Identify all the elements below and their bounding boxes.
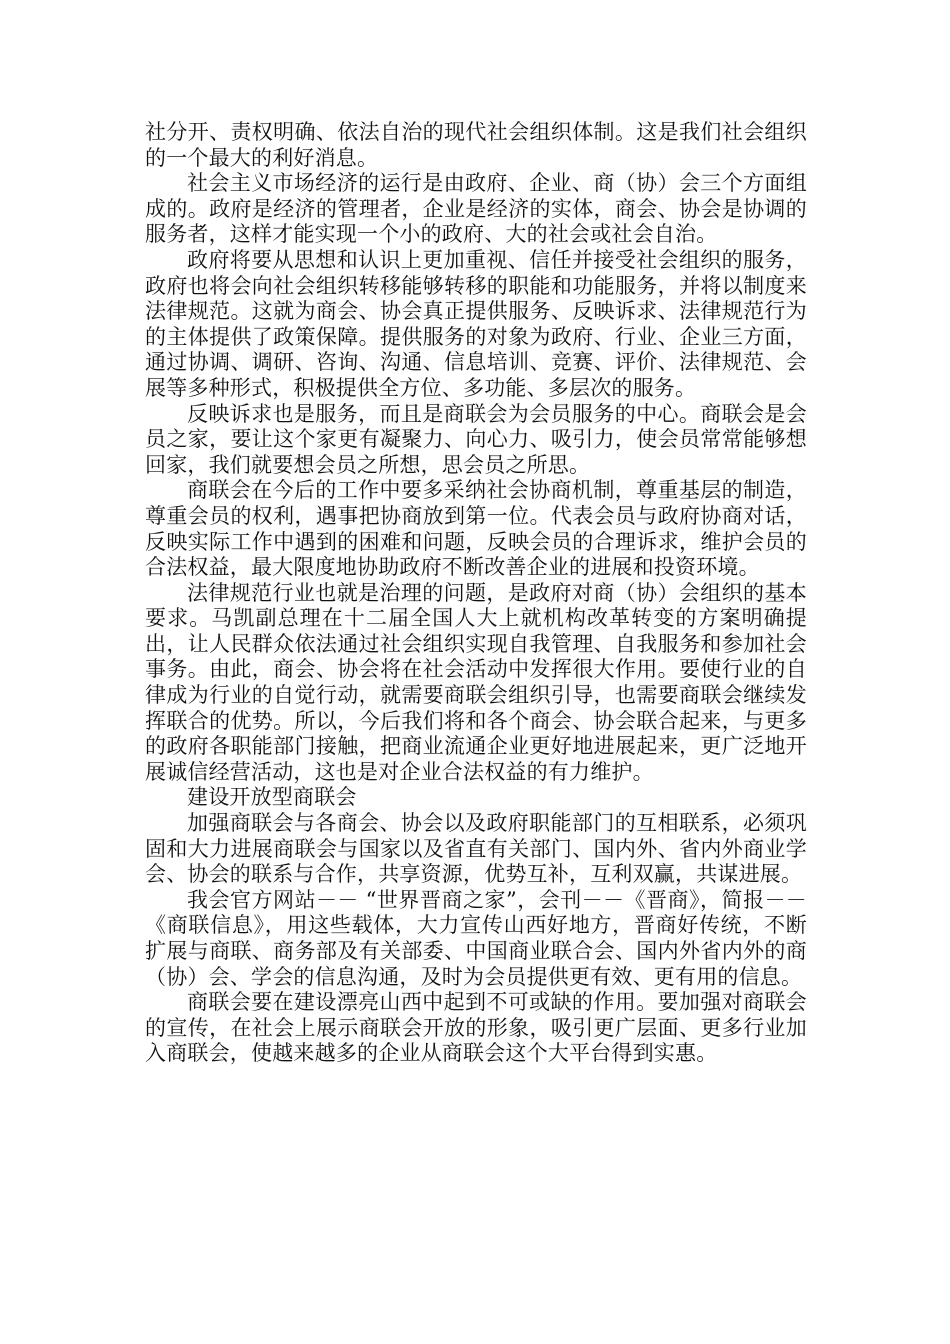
paragraph-3: 政府将要从思想和认识上更加重视、信任并接受社会组织的服务，政府也将会向社会组织转移能够转移的职能和功能服务，并将以制度来法律规范。这就为商会、协会真正提供服务、反映诉求、法律规范行为的主体提供了政策保障。提供服务的对象为政府、行业、企业三方面，通过协调、调研、咨询、沟通、信息培训、竞赛、评价、法律规范、会展等多种形式，积极提供全方位、多功能、多层次的服务。	[145, 247, 807, 400]
paragraph-2: 社会主义市场经济的运行是由政府、企业、商（协）会三个方面组成的。政府是经济的管理者，企业是经济的实体，商会、协会是协调的服务者，这样才能实现一个小的政府、大的社会或社会自治。	[145, 171, 807, 247]
paragraph-6: 法律规范行业也就是治理的问题，是政府对商（协）会组织的基本要求。马凯副总理在十二届全国人大上就机构改革转变的方案明确提出，让人民群众依法通过社会组织实现自我管理、自我服务和参加社会事务。由此，商会、协会将在社会活动中发挥很大作用。要使行业的自律成为行业的自觉行动，就需要商联会组织引导，也需要商联会继续发挥联合的优势。所以，今后我们将和各个商会、协会联合起来，与更多的政府各职能部门接触，把商业流通企业更好地进展起来，更广泛地开展诚信经营活动，这也是对企业合法权益的有力维护。	[145, 580, 807, 784]
section-heading: 建设开放型商联会	[187, 785, 357, 810]
paragraph-9: 商联会要在建设漂亮山西中起到不可或缺的作用。要加强对商联会的宣传，在社会上展示商联会开放的形象，吸引更广层面、更多行业加入商联会，使越来越多的企业从商联会这个大平台得到实惠。	[145, 990, 807, 1066]
paragraph-4: 反映诉求也是服务，而且是商联会为会员服务的中心。商联会是会员之家，要让这个家更有凝聚力、向心力、吸引力，使会员常常能够想回家，我们就要想会员之所想，思会员之所思。	[145, 401, 807, 477]
paragraph-7: 加强商联会与各商会、协会以及政府职能部门的互相联系，必须巩固和大力进展商联会与国家以及省直有关部门、国内外、省内外商业学会、协会的联系与合作，共享资源，优势互补，互利双赢，共谋进展。	[145, 811, 807, 887]
paragraph-5: 商联会在今后的工作中要多采纳社会协商机制，尊重基层的制造，尊重会员的权利，遇事把协商放到第一位。代表会员与政府协商对话，反映实际工作中遇到的困难和问题，反映会员的合理诉求，维护会员的合法权益，最大限度地协助政府不断改善企业的进展和投资环境。	[145, 478, 807, 580]
paragraph-1: 社分开、责权明确、依法自治的现代社会组织体制。这是我们社会组织的一个最大的利好消息。	[145, 120, 807, 170]
document-body	[145, 120, 807, 1067]
paragraph-8: 我会官方网站－－ “世界晋商之家”，会刊－－《晋商》，简报－－《商联信息》，用这些载体，大力宣传山西好地方，晋商好传统，不断扩展与商联、商务部及有关部委、中国商业联合会、国内外省内外的商（协）会、学会的信息沟通，及时为会员提供更有效、更有用的信息。	[145, 887, 807, 989]
